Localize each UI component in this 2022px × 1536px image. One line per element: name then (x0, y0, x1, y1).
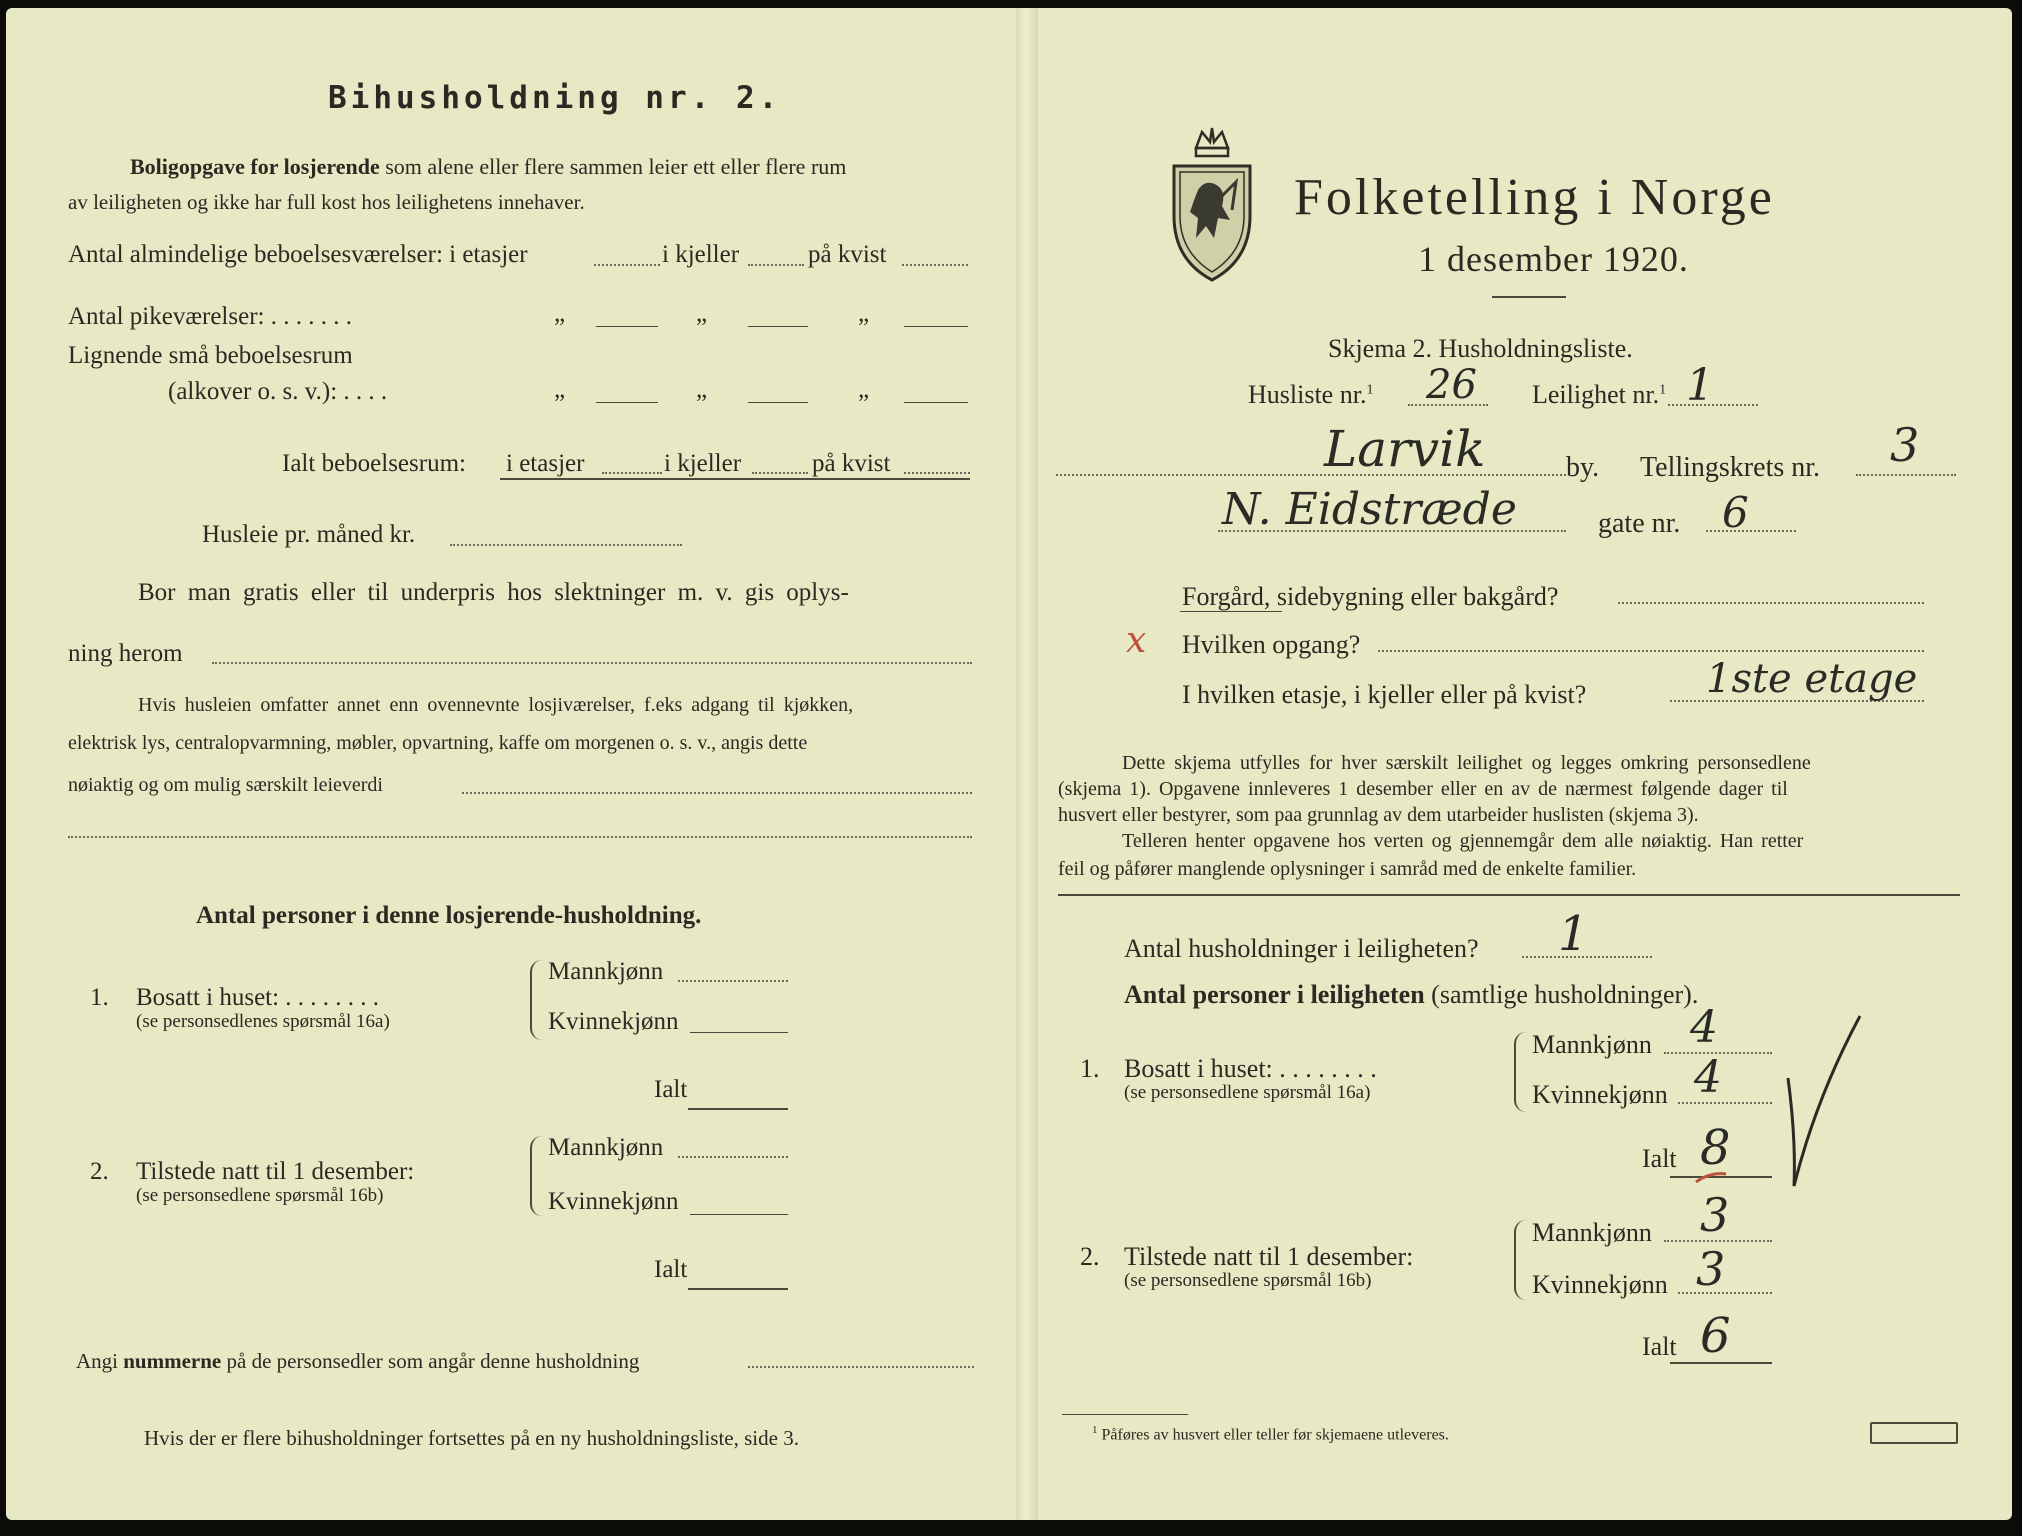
leieverdi-field[interactable] (462, 792, 972, 794)
right-q1-kvinne-value: 4 (1694, 1052, 1722, 1103)
right-date: 1 desember 1920. (1418, 239, 1689, 279)
hush-label: Antal husholdninger i leiligheten? (1124, 934, 1479, 963)
opgang-field[interactable] (1378, 650, 1924, 652)
krets-label: Tellingskrets nr. (1640, 452, 1821, 483)
left-title: Bihusholdning nr. 2. (328, 80, 782, 116)
rooms-kjeller-field[interactable] (748, 264, 804, 266)
rooms-label: Antal almindelige beboelsesværelser: i etasjer (68, 241, 528, 268)
husliste-value: 26 (1426, 362, 1477, 408)
left-q2-label: Tilstede natt til 1 desember: (136, 1158, 415, 1185)
footnote (1092, 1424, 1449, 1444)
ialt-kvist-label: på kvist (812, 450, 891, 477)
bor-line-1: Bor man gratis eller til underpris hos slektninger m. v. gis oplys- (138, 579, 849, 606)
rooms-etasjer-field[interactable] (594, 264, 660, 266)
ialt-rule (500, 478, 970, 480)
left-q1-sub: (se personsedlenes spørsmål 16a) (136, 1011, 390, 1032)
skjema-label: Skjema 2. Husholdningsliste. (1328, 334, 1633, 363)
instr-line-5: feil og påfører manglende oplysninger i samråd med de enkelte familier. (1058, 858, 1637, 880)
left-q2-mann-field[interactable] (678, 1156, 788, 1158)
ialt-etasjer-field[interactable] (602, 472, 662, 474)
instr-line-2: (skjema 1). Opgavene innleveres 1 desember eller en av de nærmest følgende dager til (1058, 778, 1788, 800)
intro-bold: Boligopgave for losjerende (130, 154, 380, 179)
forgard-underline (1180, 611, 1282, 612)
antal-bold: Antal personer i leiligheten (1124, 980, 1425, 1009)
husleie-field[interactable] (450, 544, 682, 546)
right-q2-num: 2. (1080, 1242, 1100, 1271)
footnote-sup: 1 (1092, 1424, 1098, 1436)
left-q2-mann-label: Mannkjønn (548, 1134, 664, 1161)
intro-rest: som alene eller flere sammen leier ett eller flere rum (385, 154, 847, 179)
right-q1-sub: (se personsedlene spørsmål 16a) (1124, 1082, 1371, 1103)
right-q1-kvinne-label: Kvinnekjønn (1532, 1080, 1668, 1109)
page-fold (1016, 8, 1038, 1520)
left-footer: Hvis der er flere bihusholdninger fortsettes på en ny husholdningsliste, side 3. (144, 1426, 799, 1450)
ialt-etasjer-label: i etasjer (506, 450, 585, 477)
pike-kvist-field[interactable] (904, 326, 968, 327)
right-q1-kvinne-field[interactable] (1678, 1102, 1772, 1104)
right-q1-ialt-label: Ialt (1642, 1144, 1677, 1173)
left-q1-mann-label: Mannkjønn (548, 958, 664, 985)
left-q2-ialt-label: Ialt (654, 1256, 688, 1283)
etasje-value: 1ste etage (1706, 656, 1918, 702)
right-q2-sub: (se personsedlene spørsmål 16b) (1124, 1270, 1372, 1291)
left-q1-ialt-label: Ialt (654, 1076, 688, 1103)
leilighet-text: Leilighet nr. (1532, 380, 1660, 409)
leilighet-label (1532, 380, 1666, 410)
leilighet-sup: 1 (1659, 382, 1667, 398)
husleie-label: Husleie pr. måned kr. (202, 521, 416, 548)
pike-label: Antal pikeværelser: . . . . . . . (68, 303, 352, 330)
rooms-kvist-field[interactable] (902, 264, 968, 266)
gate-value: N. Eidstræde (1222, 484, 1517, 535)
hvis-line-1: Hvis husleien omfatter annet enn ovennevnte losjiværelser, f.eks adgang til kjøkken, (138, 694, 854, 716)
pike-ditto-1: „ (554, 300, 566, 327)
intro-line-2: av leiligheten og ikke har full kost hos leilighetens innehaver. (68, 190, 585, 214)
left-antal-heading: Antal personer i denne losjerende-husholdning. (196, 902, 702, 929)
footnote-text: Påføres av husvert eller teller før skjemaene utleveres. (1101, 1426, 1449, 1444)
lignende-etasjer-field[interactable] (596, 402, 658, 403)
gate-nr-value: 6 (1722, 488, 1749, 537)
ialt-kjeller-field[interactable] (752, 472, 808, 474)
right-q2-label: Tilstede natt til 1 desember: (1124, 1242, 1414, 1271)
antal-line (1124, 980, 1698, 1010)
krets-value: 3 (1890, 418, 1920, 472)
footnote-rule (1062, 1414, 1188, 1415)
bor-line-2: ning herom (68, 640, 183, 667)
by-value: Larvik (1324, 420, 1486, 478)
right-q1-brace (1514, 1032, 1526, 1112)
lignende-label-1: Lignende små beboelsesrum (68, 342, 353, 369)
krets-field[interactable] (1856, 474, 1956, 476)
ialt-kvist-field[interactable] (904, 472, 970, 474)
angi-field[interactable] (748, 1366, 974, 1368)
angi-text (76, 1349, 639, 1374)
lignende-ditto-2: „ (696, 376, 708, 403)
left-q2-kvinne-label: Kvinnekjønn (548, 1188, 679, 1215)
right-q2-kvinne-value: 3 (1696, 1242, 1726, 1296)
gate-label: gate nr. (1598, 508, 1681, 539)
right-q2-mann-value: 3 (1700, 1188, 1730, 1242)
lignende-ditto-3: „ (858, 376, 870, 403)
by-label: by. (1566, 452, 1600, 483)
husliste-sup: 1 (1366, 382, 1374, 398)
instr-line-4: Telleren henter opgavene hos verten og gjennemgår dem alle nøiaktig. Han retter (1122, 830, 1804, 852)
pike-ditto-3: „ (858, 300, 870, 327)
pike-ditto-2: „ (696, 300, 708, 327)
instr-line-1: Dette skjema utfylles for hver særskilt leilighet og legges omkring personsedlene (1122, 752, 1811, 774)
rooms-kjeller-label: i kjeller (662, 241, 740, 268)
lignende-kjeller-field[interactable] (748, 402, 808, 403)
left-q1-brace (530, 960, 542, 1040)
etasje-label: I hvilken etasje, i kjeller eller på kvist? (1182, 680, 1587, 709)
intro-text (130, 154, 846, 180)
gate-nr-field[interactable] (1706, 530, 1796, 532)
right-q1-mann-value: 4 (1690, 1002, 1718, 1053)
title-rule (1492, 296, 1566, 298)
left-q1-num: 1. (90, 984, 109, 1011)
right-q1-ialt-value: 8 (1700, 1120, 1731, 1176)
opgang-label: Hvilken opgang? (1182, 630, 1361, 659)
pike-etasjer-field[interactable] (596, 326, 658, 327)
hvis-line-3: nøiaktig og om mulig særskilt leieverdi (68, 774, 383, 796)
left-q1-mann-field[interactable] (678, 980, 788, 982)
left-q1-kvinne-label: Kvinnekjønn (548, 1008, 679, 1035)
leilighet-value: 1 (1686, 360, 1714, 411)
right-q2-kvinne-label: Kvinnekjønn (1532, 1270, 1668, 1299)
forgard-field[interactable] (1618, 602, 1924, 604)
angi-bold: nummerne (123, 1349, 222, 1373)
right-q2-ialt-value: 6 (1700, 1308, 1731, 1364)
angi-rest: på de personsedler som angår denne husholdning (226, 1349, 640, 1373)
antal-rest: (samtlige husholdninger). (1431, 980, 1699, 1009)
left-q1-label: Bosatt i huset: . . . . . . . . (136, 984, 380, 1011)
lignende-ditto-1: „ (554, 376, 566, 403)
printer-stamp-icon (1870, 1422, 1958, 1444)
angi-prefix: Angi (76, 1349, 118, 1373)
right-q1-mann-label: Mannkjønn (1532, 1030, 1652, 1059)
right-title: Folketelling i Norge (1294, 169, 1775, 226)
left-q2-sub: (se personsedlene spørsmål 16b) (136, 1185, 384, 1206)
right-q2-ialt-label: Ialt (1642, 1332, 1677, 1361)
ialt-kjeller-label: i kjeller (664, 450, 742, 477)
check-mark-icon (1776, 1008, 1872, 1198)
left-q2-kvinne-field[interactable] (690, 1214, 788, 1215)
husliste-text: Husliste nr. (1248, 380, 1367, 409)
left-q1-kvinne-field[interactable] (690, 1032, 788, 1033)
bor-field[interactable] (212, 662, 972, 664)
lignende-kvist-field[interactable] (904, 402, 968, 403)
right-q1-label: Bosatt i huset: . . . . . . . . (1124, 1054, 1377, 1083)
left-q2-num: 2. (90, 1158, 109, 1185)
left-q2-ialt-field[interactable] (688, 1288, 788, 1290)
right-q1-num: 1. (1080, 1054, 1100, 1083)
census-form-sheet (6, 8, 2012, 1520)
hush-value: 1 (1558, 906, 1589, 962)
red-strike-icon (1692, 1168, 1732, 1188)
hvis-line-2: elektrisk lys, centralopvarmning, møbler, opvartning, kaffe om morgenen o. s. v., angis dette (68, 732, 808, 754)
ialt-rooms-label: Ialt beboelsesrum: (282, 450, 466, 477)
by-field[interactable] (1056, 474, 1566, 476)
right-q2-mann-label: Mannkjønn (1532, 1218, 1652, 1247)
left-q1-ialt-field[interactable] (688, 1108, 788, 1110)
forgard-label: Forgård, sidebygning eller bakgård? (1182, 582, 1559, 611)
opgang-mark: x (1126, 620, 1147, 661)
instr-line-3: husvert eller bestyrer, som paa grunnlag av dem utarbeider huslisten (skjema 3). (1058, 804, 1699, 826)
rooms-kvist-label: på kvist (808, 241, 887, 268)
husliste-label (1248, 380, 1373, 410)
leieverdi-field-2[interactable] (68, 836, 972, 838)
right-q2-brace (1514, 1220, 1526, 1300)
lignende-label-2: (alkover o. s. v.): . . . . (168, 378, 388, 405)
left-q2-brace (530, 1136, 542, 1216)
instr-rule (1058, 894, 1960, 896)
pike-kjeller-field[interactable] (748, 326, 808, 327)
norway-coat-of-arms-icon (1166, 120, 1258, 284)
